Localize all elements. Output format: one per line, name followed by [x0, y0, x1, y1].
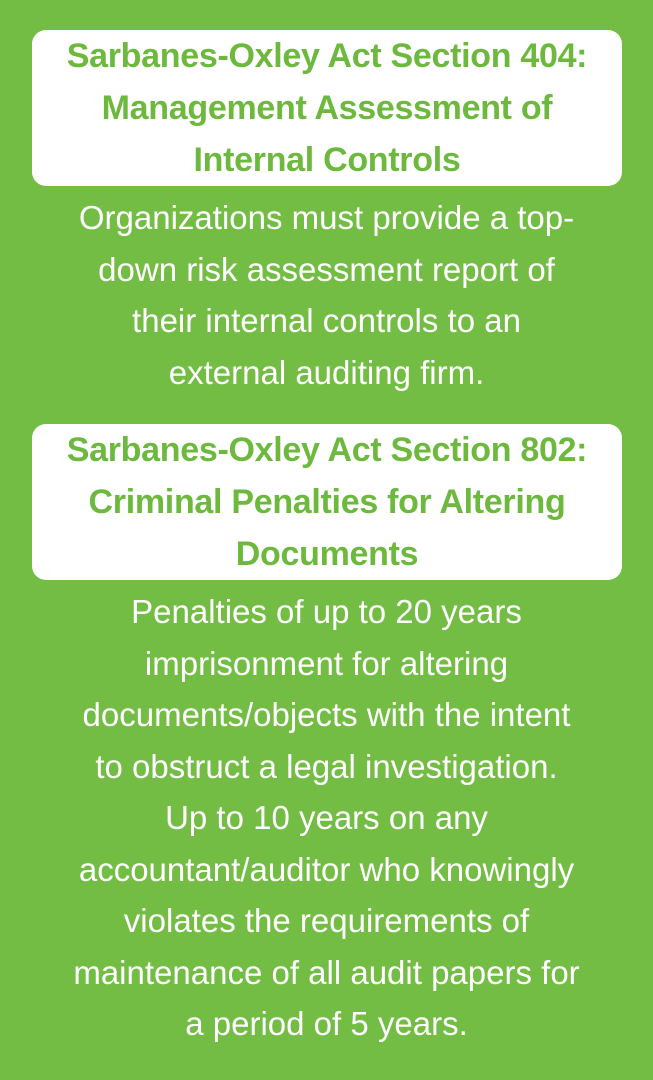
section-802-description: Penalties of up to 20 years imprisonment for altering documents/objects with the intent to obstruct a legal investigation. Up to 10 years on any accountant/auditor who knowingly violates the requirements of maintenance of all audit papers for a period of 5 years.: [73, 593, 580, 1042]
section-802-header-box: [32, 424, 622, 580]
section-404-header-box: [32, 30, 622, 186]
section-802-title: Sarbanes-Oxley Act Section 802: Criminal Penalties for Altering Documents: [66, 431, 588, 573]
section-404-title: Sarbanes-Oxley Act Section 404: Management Assessment of Internal Controls: [66, 37, 588, 179]
section-404-description: Organizations must provide a top- down risk assessment report of their internal controls to an external auditing firm.: [78, 199, 575, 391]
